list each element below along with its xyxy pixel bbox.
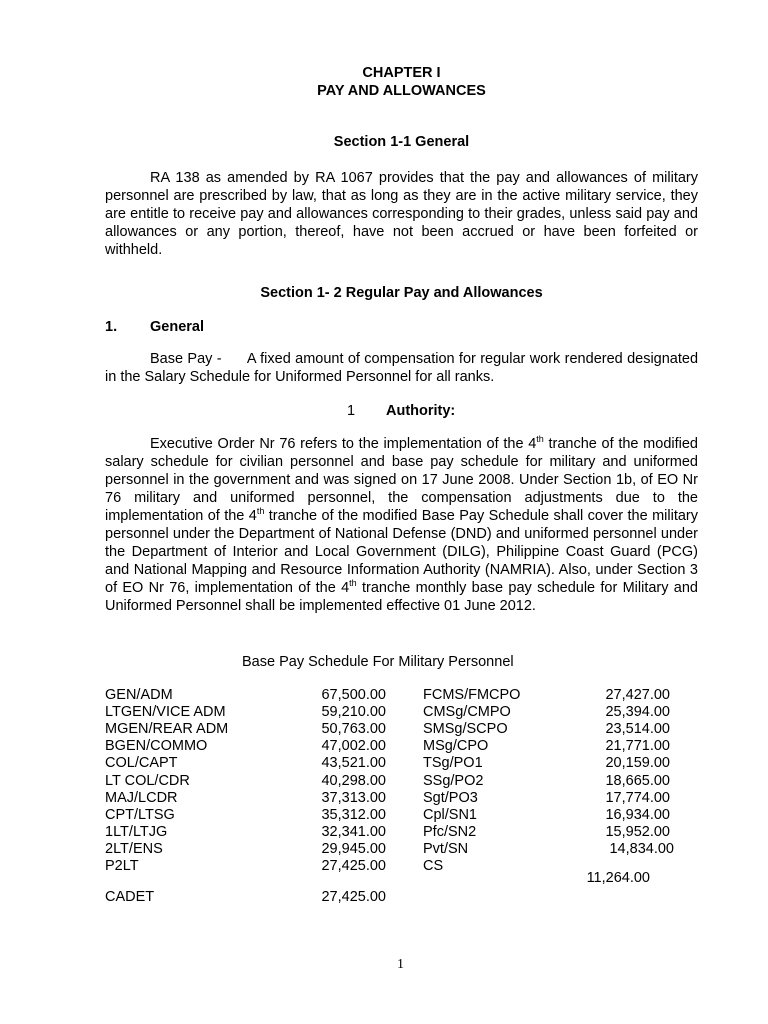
officer-pay: 47,002.00 (321, 738, 386, 755)
officer-pay: 50,763.00 (321, 721, 386, 738)
section-1-1-body: RA 138 as amended by RA 1067 provides that the pay and allowances of military personnel are prescribed by law, that as long as they are in the active military service, they are entitle to receive pay and allowances corresponding to their grades, unless said pay and allowances or any portion, thereof, have not been accrued or have been forfeited or withheld. (105, 170, 698, 258)
officer-pay: 43,521.00 (321, 755, 386, 772)
enlisted-rank: SSg/PO2 (423, 772, 484, 789)
eo-sup-3: th (349, 578, 357, 588)
enlisted-rank: Cpl/SN1 (423, 806, 477, 823)
officer-rank: 2LT/ENS (105, 840, 163, 857)
enlisted-pay: 15,952.00 (605, 823, 670, 840)
schedule-title: Base Pay Schedule For Military Personnel (242, 654, 514, 670)
officer-rank: BGEN/COMMO (105, 738, 208, 755)
enlisted-pay: 17,774.00 (605, 789, 670, 806)
officer-rank: CPT/LTSG (105, 806, 175, 823)
officer-rank: LTGEN/VICE ADM (105, 704, 226, 721)
enlisted-rank: TSg/PO1 (423, 755, 483, 772)
chapter-title: CHAPTER I (362, 65, 441, 81)
enlisted-rank: MSg/CPO (423, 738, 489, 755)
section-1-1-heading: Section 1-1 General (333, 134, 470, 150)
enlisted-pay: 11,264.00 (586, 870, 650, 886)
eo-text-3: tranche of the modified Base Pay Schedule shall cover the military personnel under the Department of National Defense (DND) and uniformed personnel under the Department of Interior and Local Government (DILG), Philippine Coast Guard (PCG) and National Mapping and Resource Information Authority (NAMRIA). Also, under Section 3 of EO Nr 76, implementation of the 4 (105, 508, 698, 596)
enlisted-rank: SMSg/SCPO (423, 721, 508, 738)
officer-pay: 67,500.00 (321, 687, 386, 703)
officer-rank: GEN/ADM (105, 687, 173, 703)
enlisted-pay: 14,834.00 (609, 840, 674, 857)
enlisted-rank: Pvt/SN (423, 840, 469, 857)
authority-number: 1 (347, 403, 356, 419)
officer-rank: MGEN/REAR ADM (105, 721, 229, 738)
officer-pay: 40,298.00 (321, 772, 386, 789)
chapter-subtitle: PAY AND ALLOWANCES (317, 83, 486, 99)
base-pay-paragraph (105, 350, 698, 386)
authority-heading: Authority: (386, 403, 456, 419)
officer-pay: 59,210.00 (321, 704, 386, 721)
enlisted-pay: 21,771.00 (605, 738, 670, 755)
officer-pay: 35,312.00 (321, 806, 386, 823)
officer-pay: 32,341.00 (321, 823, 386, 840)
eo-sup-1: th (536, 434, 544, 444)
officer-rank: COL/CAPT (105, 755, 178, 772)
page-number: 1 (397, 957, 404, 972)
officer-pay: 27,425.00 (321, 858, 386, 874)
subsection-heading: General (150, 319, 204, 335)
executive-order-paragraph (105, 435, 698, 615)
eo-text-4: tranche monthly base pay schedule for Military and Uniformed Personnel shall be implemented effective 01 June 2012. (105, 580, 698, 614)
enlisted-pay: 18,665.00 (605, 772, 670, 789)
officer-pay: 29,945.00 (321, 840, 386, 857)
eo-text-1: Executive Order Nr 76 refers to the implementation of the 4 (150, 436, 537, 452)
eo-sup-2: th (256, 506, 265, 516)
enlisted-pay: 20,159.00 (605, 755, 670, 772)
base-pay-text: A fixed amount of compensation for regular work rendered designated in the Salary Schedule for Uniformed Personnel for all ranks. (105, 351, 699, 385)
officer-rank: MAJ/LCDR (105, 789, 178, 806)
enlisted-pay: 23,514.00 (605, 721, 670, 738)
section-1-2-heading: Section 1- 2 Regular Pay and Allowances (260, 285, 543, 301)
enlisted-pay: 25,394.00 (605, 704, 670, 721)
enlisted-rank: Sgt/PO3 (423, 789, 478, 806)
subsection-number: 1. (105, 319, 118, 335)
officer-rank: P2LT (105, 858, 139, 874)
officer-pay: 37,313.00 (321, 789, 386, 806)
cadet-rank: CADET (105, 889, 155, 905)
enlisted-pay: 27,427.00 (605, 687, 670, 703)
enlisted-rank: CMSg/CMPO (423, 704, 511, 721)
base-pay-term: Base Pay - (150, 351, 222, 367)
eo-text-2: tranche of the modified salary schedule for civilian personnel and base pay schedule for military and uniformed personnel in the government and was signed on 17 June 2008. Under Section 1b, of EO Nr 76 military and uniformed personnel, the compensation adjustments due to the implementation of the 4 (105, 436, 698, 524)
officer-rank: 1LT/LTJG (105, 823, 168, 840)
enlisted-pay: 16,934.00 (605, 806, 670, 823)
enlisted-rank: Pfc/SN2 (423, 823, 477, 840)
cadet-pay: 27,425.00 (321, 889, 386, 905)
enlisted-rank: CS (423, 858, 444, 874)
section-1-1-paragraph (105, 169, 698, 259)
enlisted-rank: FCMS/FMCPO (423, 687, 521, 703)
officer-rank: LT COL/CDR (105, 772, 190, 789)
